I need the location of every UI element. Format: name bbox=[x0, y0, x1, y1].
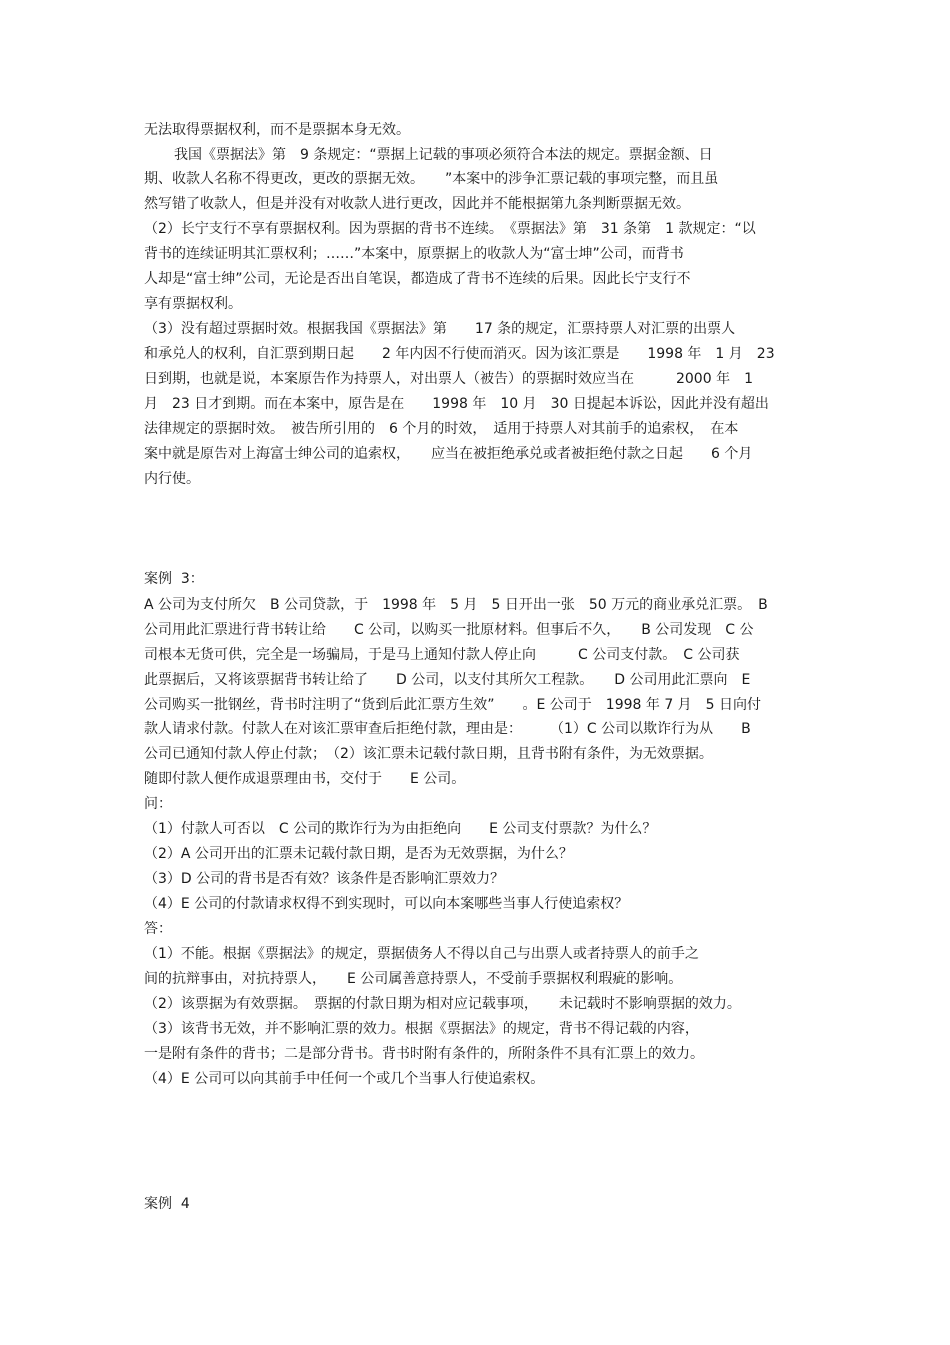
text-line: （3）没有超过票据时效。根据我国《票据法》第 17 条的规定，汇票持票人对汇票的出票人 bbox=[144, 321, 736, 337]
text-line: 公司购买一批钢丝，背书时注明了“货到后此汇票方生效” 。E 公司于 1998 年 7 月 5 日向付 bbox=[144, 697, 762, 713]
text-line: 随即付款人便作成退票理由书，交付于 E 公司。 bbox=[144, 771, 466, 787]
text-line: 期、收款人名称不得更改，更改的票据无效。 ”本案中的涉争汇票记载的事项完整，而且虽 bbox=[144, 171, 719, 187]
text-line: 内行使。 bbox=[144, 471, 200, 487]
answer-item: 一是附有条件的背书；二是部分背书。背书时附有条件的，所附条件不具有汇票上的效力。 bbox=[144, 1046, 704, 1062]
text-line: 法律规定的票据时效。 被告所引用的 6 个月的时效， 适用于持票人对其前手的追索权， 在本 bbox=[144, 421, 739, 437]
text-line: 月 23 日才到期。而在本案中，原告是在 1998 年 10 月 30 日提起本诉讼，因此并没有超出 bbox=[144, 396, 769, 412]
text-line: 我国《票据法》第 9 条规定：“票据上记载的事项必须符合本法的规定。票据金额、日 bbox=[174, 147, 713, 163]
text-line: 司根本无货可供，完全是一场骗局，于是马上通知付款人停止向 C 公司支付款。 C 公司获 bbox=[144, 647, 740, 663]
answer-item: （2）该票据为有效票据。 票据的付款日期为相对应记载事项， 未记载时不影响票据的效力。 bbox=[144, 996, 741, 1012]
text-line: 此票据后，又将该票据背书转让给了 D 公司，以支付其所欠工程款。 D 公司用此汇票向 E bbox=[144, 672, 751, 688]
text-line: 享有票据权利。 bbox=[144, 296, 242, 312]
question-item: （4）E 公司的付款请求权得不到实现时，可以向本案哪些当事人行使追索权？ bbox=[144, 896, 629, 912]
text-line: 和承兑人的权利，自汇票到期日起 2 年内因不行使而消灭。因为该汇票是 1998 年 1 月 23 bbox=[144, 346, 775, 362]
question-heading: 问： bbox=[144, 796, 172, 812]
text-line: A 公司为支付所欠 B 公司贷款，于 1998 年 5 月 5 日开出一张 50 万元的商业承兑汇票。 B bbox=[144, 597, 768, 613]
text-line: 无法取得票据权利，而不是票据本身无效。 bbox=[144, 122, 410, 138]
question-item: （2）A 公司开出的汇票未记载付款日期，是否为无效票据，为什么？ bbox=[144, 846, 573, 862]
answer-item: （1）不能。根据《票据法》的规定，票据债务人不得以自己与出票人或者持票人的前手之 bbox=[144, 946, 699, 962]
text-line: 背书的连续证明其汇票权利；……”本案中，原票据上的收款人为“富士坤”公司，而背书 bbox=[144, 246, 684, 262]
text-line: 款人请求付款。付款人在对该汇票审查后拒绝付款，理由是： （1）C 公司以欺诈行为从 B bbox=[144, 721, 751, 737]
answer-item: （3）该背书无效，并不影响汇票的效力。根据《票据法》的规定，背书不得记载的内容， bbox=[144, 1021, 699, 1037]
answer-heading: 答： bbox=[144, 921, 172, 937]
text-line: 日到期，也就是说，本案原告作为持票人，对出票人（被告）的票据时效应当在 2000 年 1 bbox=[144, 371, 753, 387]
section-heading-case-3: 案例 3： bbox=[144, 571, 204, 587]
text-line: 然写错了收款人，但是并没有对收款人进行更改，因此并不能根据第九条判断票据无效。 bbox=[144, 196, 690, 212]
text-line: 案中就是原告对上海富士绅公司的追索权， 应当在被拒绝承兑或者被拒绝付款之日起 6 个月 bbox=[144, 446, 753, 462]
section-heading-case-4: 案例 4 bbox=[144, 1196, 190, 1212]
answer-item: 间的抗辩事由，对抗持票人， E 公司属善意持票人，不受前手票据权利瑕疵的影响。 bbox=[144, 971, 683, 987]
question-item: （1）付款人可否以 C 公司的欺诈行为为由拒绝向 E 公司支付票款？为什么？ bbox=[144, 821, 657, 837]
text-line: 公司已通知付款人停止付款； （2）该汇票未记载付款日期，且背书附有条件，为无效票据。 bbox=[144, 746, 713, 762]
text-line: 人却是“富士绅”公司，无论是否出自笔误，都造成了背书不连续的后果。因此长宁支行不 bbox=[144, 271, 691, 287]
question-item: （3）D 公司的背书是否有效？该条件是否影响汇票效力？ bbox=[144, 871, 505, 887]
answer-item: （4）E 公司可以向其前手中任何一个或几个当事人行使追索权。 bbox=[144, 1071, 545, 1087]
text-line: （2）长宁支行不享有票据权利。因为票据的背书不连续。 《票据法》第 31 条第 1 款规定：“以 bbox=[144, 221, 756, 237]
text-line: 公司用此汇票进行背书转让给 C 公司，以购买一批原材料。但事后不久， B 公司发现 C 公 bbox=[144, 622, 754, 638]
